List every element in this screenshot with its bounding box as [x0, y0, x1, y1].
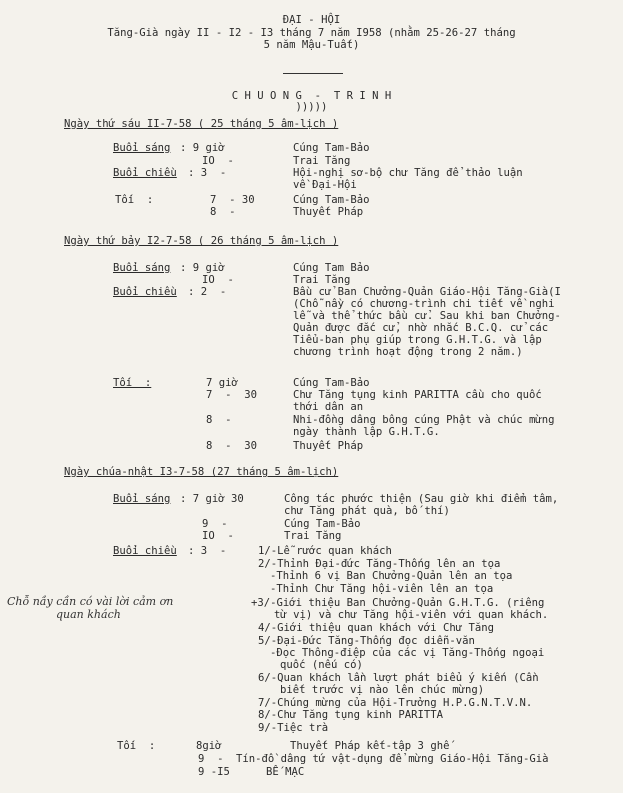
day3-agenda-subitem: biết trước vị nào lên chúc mừng)	[280, 684, 485, 696]
day3-agenda-item: 6/-Quan khách lần lượt phát biểu ý kiến (Cần	[258, 672, 539, 684]
day2-item-cont: Quản được đắc cử, nhờ nhắc B.C.Q. cử các	[293, 322, 549, 334]
day3-agenda-subitem: -Thỉnh 6 vị Ban Chưởng-Quản lên an tọa	[270, 570, 513, 582]
day3-agenda-item: 7/-Chúng mừng của Hội-Trưởng H.P.G.N.T.V.N.	[258, 697, 533, 709]
day2-heading: Ngày thứ bảy I2-7-58 ( 26 tháng 5 âm-lịch )	[64, 235, 339, 247]
day3-agenda-item: 1/-Lễ rước quan khách	[258, 545, 392, 557]
day1-item: Cúng Tam-Bảo	[293, 194, 370, 206]
day1-heading: Ngày thứ sáu II-7-58 ( 25 tháng 5 âm-lịch )	[64, 118, 339, 130]
day3-time: : 7 giờ 30	[180, 493, 244, 505]
day2-time: 8 -	[206, 414, 232, 426]
program-title-mark: )))))	[295, 101, 328, 113]
day2-item-cont: (Chỗ nầy có chương-trình chi tiết về nghi	[293, 298, 555, 310]
day3-agenda-item: 5/-Đại-Đức Tăng-Thống đọc diễn-văn	[258, 635, 475, 647]
day1-item: Thuyết Pháp	[293, 206, 364, 218]
day3-agenda-item: 8/-Chư Tăng tụng kinh PARITTA	[258, 709, 443, 721]
day3-agenda-subitem: -Thỉnh Chư Tăng hội-viên lên an tọa	[270, 583, 494, 595]
day1-afternoon-label: Buổi chiều	[113, 167, 177, 179]
day1-item: Cúng Tam-Bảo	[293, 142, 370, 154]
day3-agenda-item: 9/-Tiệc trà	[258, 722, 329, 734]
day2-item: Bầu cử Ban Chưởng-Quản Giáo-Hội Tăng-Già(I	[293, 286, 561, 298]
day2-item: Cúng Tam Bảo	[293, 262, 370, 274]
day2-item-cont: thới dân an	[293, 401, 364, 413]
day2-item-cont: chương trình hoạt động trong 2 năm.)	[293, 346, 523, 358]
day2-time: IO -	[202, 274, 234, 286]
day1-time: 8 -	[210, 206, 236, 218]
day3-agenda-subitem: quốc (nếu có)	[280, 659, 363, 671]
day3-item: BẾ MẠC	[266, 766, 305, 778]
day3-agenda-item: 4/-Giới thiệu quan khách với Chư Tăng	[258, 622, 494, 634]
day3-agenda-subitem: -Đọc Thông-điệp của các vị Tăng-Thống ngoại	[270, 647, 545, 659]
day1-time: 7 - 30	[210, 194, 255, 206]
day3-agenda-item: 2/-Thỉnh Đại-đức Tăng-Thống lên an tọa	[258, 558, 501, 570]
day2-time: 7 giờ	[206, 377, 238, 389]
day3-item: Trai Tăng	[284, 530, 342, 542]
day3-agenda-item: +3/-Giới thiệu Ban Chưởng-Quản G.H.T.G. (riêng	[251, 597, 545, 609]
header-divider	[283, 73, 343, 74]
day2-morning-label: Buổi sáng	[113, 262, 171, 274]
day1-item-cont: về Đại-Hội	[293, 179, 357, 191]
day2-evening-label: Tối :	[113, 377, 152, 389]
day3-agenda-subitem: từ vị) và chư Tăng hội-viên với quan khách.	[274, 609, 549, 621]
dateline-1: Tăng-Già ngày II - I2 - I3 tháng 7 năm I958 (nhằm 25-26-27 tháng	[107, 27, 516, 39]
day3-item: Thuyết Pháp kết-tập 3 ghế	[290, 740, 450, 752]
day3-item-cont: chư Tăng phát quà, bố thí)	[284, 505, 450, 517]
handwritten-note: Chỗ nầy cần có vài lời cảm ơn	[7, 595, 174, 608]
day2-time: : 2 -	[188, 286, 227, 298]
day3-time: 8giờ	[196, 740, 222, 752]
day3-time: 9 -I5	[198, 766, 230, 778]
day3-time: IO -	[202, 530, 234, 542]
doc-title: ĐẠI - HỘI	[282, 14, 341, 26]
day3-item: Tín-đồ dâng tứ vật-dụng để mừng Giáo-Hội Tăng-Già	[236, 753, 549, 765]
program-title: C H U O N G - T R I N H	[231, 90, 392, 102]
day3-time: : 3 -	[188, 545, 227, 557]
day1-time: : 3 -	[188, 167, 227, 179]
day2-item: Cúng Tam-Bảo	[293, 377, 370, 389]
day2-time: : 9 giờ	[180, 262, 225, 274]
day2-item-cont: ngày thành lập G.H.T.G.	[293, 426, 440, 438]
day3-item: Công tác phước thiện (Sau giờ khi điểm tâm,	[284, 493, 559, 505]
day3-heading: Ngày chúa-nhật I3-7-58 (27 tháng 5 âm-lịch)	[64, 466, 339, 478]
handwritten-note: quan khách	[56, 608, 121, 621]
day2-item: Trai Tăng	[293, 274, 351, 286]
day2-item: Thuyết Pháp	[293, 440, 364, 452]
day2-time: 8 - 30	[206, 440, 258, 452]
day2-item-cont: lễ và thể thức bầu cử. Sau khi ban Chưởng-	[293, 310, 561, 322]
day1-time: : 9 giờ	[180, 142, 225, 154]
day3-item: Cúng Tam-Bảo	[284, 518, 361, 530]
day3-morning-label: Buổi sáng	[113, 493, 171, 505]
day1-evening-label: Tối :	[115, 194, 154, 206]
day3-evening-label: Tối :	[117, 740, 156, 752]
day2-afternoon-label: Buổi chiều	[113, 286, 177, 298]
day2-item-cont: Tiểu-ban phụ giúp trong G.H.T.G. và lập	[293, 334, 542, 346]
day2-item: Chư Tăng tụng kinh PARITTA cầu cho quốc	[293, 389, 542, 401]
day3-time: 9 -	[202, 518, 228, 530]
day3-afternoon-label: Buổi chiều	[113, 545, 177, 557]
dateline-2: 5 năm Mậu-Tuất)	[263, 39, 360, 51]
day1-time: IO -	[202, 155, 234, 167]
day2-time: 7 - 30	[206, 389, 258, 401]
day1-item: Hội-nghị sơ-bộ chư Tăng để thảo luận	[293, 167, 523, 179]
day1-morning-label: Buổi sáng	[113, 142, 171, 154]
day2-item: Nhi-đồng dâng bông cúng Phật và chúc mừng	[293, 414, 555, 426]
day3-time: 9 -	[198, 753, 224, 765]
day1-item: Trai Tăng	[293, 155, 351, 167]
